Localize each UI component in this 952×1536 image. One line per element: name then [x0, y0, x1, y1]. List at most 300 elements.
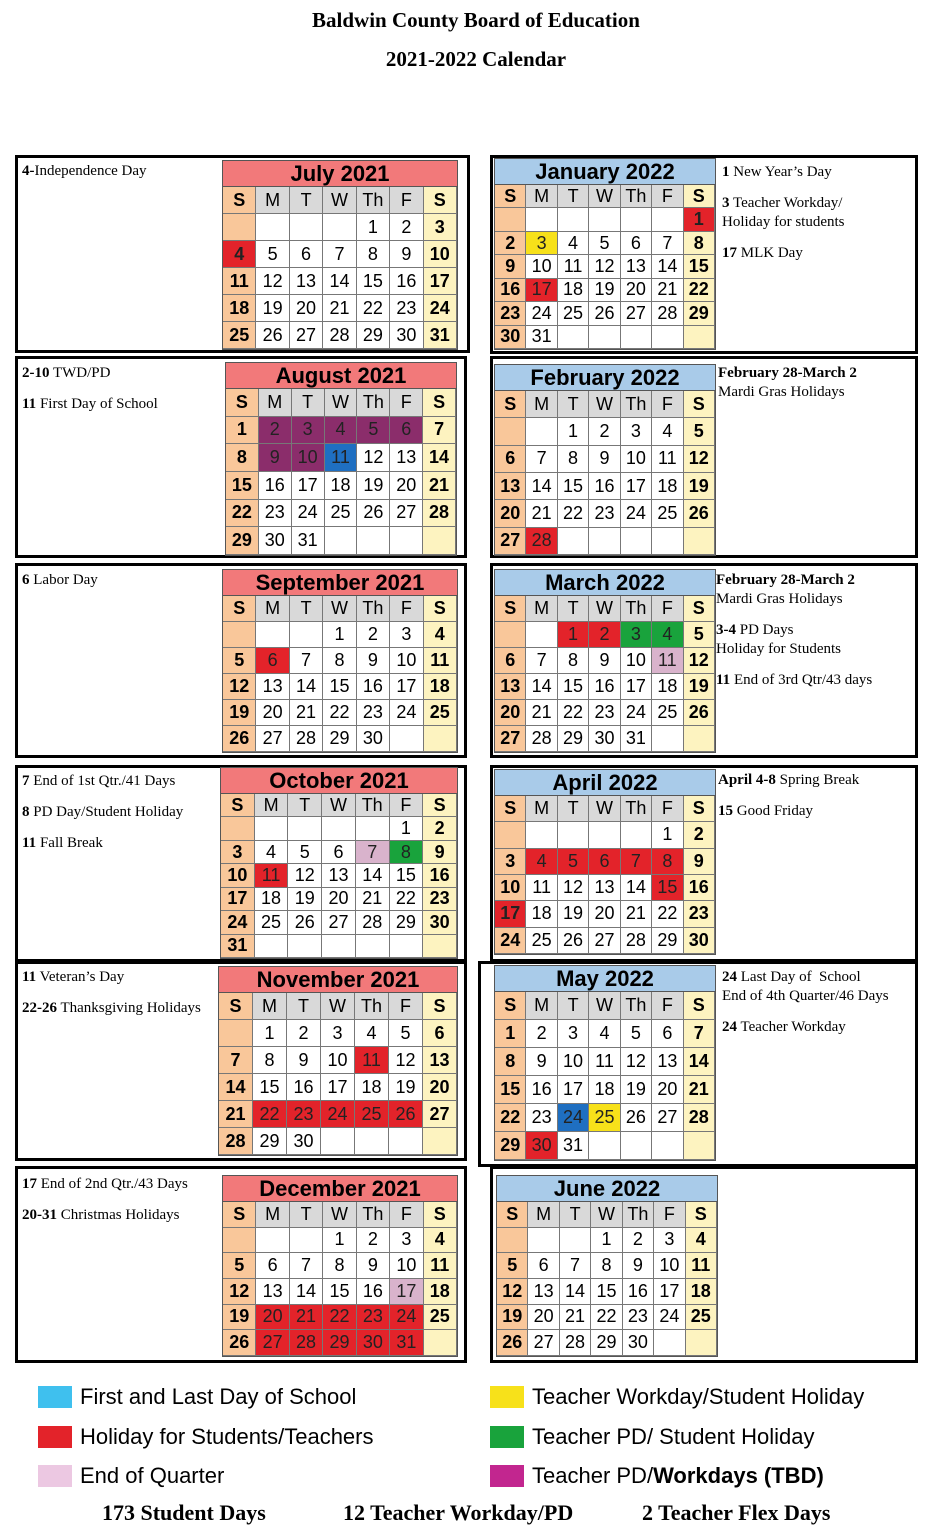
day-cell: 5	[497, 1253, 528, 1279]
empty-cell	[389, 1128, 423, 1155]
empty-cell	[424, 726, 457, 752]
day-cell: 15	[253, 1074, 287, 1101]
day-cell: 14	[423, 444, 456, 472]
day-cell: 20	[589, 901, 620, 927]
empty-cell	[686, 1330, 717, 1356]
day-cell: 13	[256, 674, 289, 700]
day-cell: 11	[652, 648, 683, 674]
weekday-header: S	[495, 185, 526, 208]
day-cell: 10	[292, 444, 325, 472]
day-cell: 14	[560, 1279, 591, 1305]
day-cell: 29	[357, 322, 390, 349]
weekday-header: F	[390, 1202, 423, 1228]
day-cell: 26	[223, 1330, 256, 1356]
month-calendar	[494, 364, 716, 556]
day-cell: 14	[526, 674, 557, 700]
note-text: End of 1st Qtr./41 Days	[29, 773, 176, 789]
day-cell: 3	[526, 232, 557, 255]
weekday-header: T	[290, 187, 323, 214]
note-line	[22, 1206, 216, 1225]
note-line	[722, 163, 912, 182]
empty-cell	[256, 1228, 289, 1254]
day-cell: 27	[322, 911, 356, 934]
month-notes	[22, 1175, 216, 1237]
day-cell: 15	[558, 473, 589, 500]
day-cell: 10	[621, 648, 652, 674]
day-cell: 30	[623, 1330, 654, 1356]
day-cell: 23	[589, 700, 620, 726]
day-cell: 19	[223, 700, 256, 726]
day-cell: 10	[321, 1047, 355, 1074]
weekday-header: W	[589, 796, 620, 822]
day-cell: 9	[259, 444, 292, 472]
note-line	[22, 395, 219, 414]
month-name: October 2021	[221, 768, 457, 794]
month-name: September 2021	[223, 570, 457, 596]
weekday-header: S	[221, 794, 255, 817]
empty-cell	[390, 527, 423, 555]
note-line	[722, 194, 912, 232]
day-cell: 1	[684, 208, 715, 231]
day-cell: 29	[253, 1128, 287, 1155]
day-cell: 10	[526, 255, 557, 278]
day-cell: 25	[558, 302, 589, 325]
empty-cell	[357, 527, 390, 555]
empty-cell	[558, 528, 589, 555]
weekday-header: S	[226, 389, 259, 417]
day-cell: 23	[423, 888, 457, 911]
day-cell: 4	[355, 1020, 389, 1047]
weekday-header: W	[323, 1202, 356, 1228]
empty-cell	[652, 528, 683, 555]
student-days-total: 173 Student Days	[102, 1500, 266, 1525]
weekday-header: S	[423, 389, 456, 417]
day-cell: 4	[558, 232, 589, 255]
note-text: Independence Day	[34, 163, 147, 179]
day-cell: 19	[389, 1074, 423, 1101]
weekday-header: S	[219, 993, 253, 1020]
day-grid	[495, 185, 715, 349]
month-name: July 2021	[223, 161, 457, 187]
day-cell: 29	[495, 1132, 526, 1160]
day-cell: 30	[357, 1330, 390, 1356]
day-cell: 3	[390, 1228, 423, 1254]
day-cell: 28	[356, 911, 390, 934]
day-cell: 1	[226, 417, 259, 445]
day-cell: 31	[526, 326, 557, 349]
empty-cell	[288, 817, 322, 840]
day-cell: 22	[323, 700, 356, 726]
day-cell: 7	[290, 648, 323, 674]
note-text: Fall Break	[36, 835, 103, 851]
day-cell: 10	[495, 875, 526, 901]
empty-cell	[621, 208, 652, 231]
day-cell: 10	[424, 241, 457, 268]
empty-cell	[621, 1132, 652, 1160]
month-name: March 2022	[495, 570, 715, 596]
day-cell: 25	[424, 700, 457, 726]
month-notes	[718, 771, 912, 833]
day-cell: 30	[390, 322, 423, 349]
empty-cell	[652, 326, 683, 349]
day-cell: 20	[390, 472, 423, 500]
empty-cell	[223, 622, 256, 648]
weekday-header: M	[526, 185, 557, 208]
note-date: 8	[22, 804, 30, 820]
day-cell: 8	[684, 232, 715, 255]
weekday-header: Th	[621, 992, 652, 1020]
day-cell: 6	[256, 648, 289, 674]
day-cell: 11	[558, 255, 589, 278]
weekday-header: W	[589, 596, 620, 622]
day-cell: 5	[589, 232, 620, 255]
day-cell: 27	[528, 1330, 559, 1356]
empty-cell	[621, 528, 652, 555]
day-cell: 24	[558, 1104, 589, 1132]
month-notes	[716, 571, 912, 702]
month-notes	[22, 772, 214, 865]
day-cell: 23	[390, 295, 423, 322]
day-cell: 20	[528, 1305, 559, 1331]
weekday-header: S	[684, 185, 715, 208]
note-line	[716, 671, 912, 690]
weekday-header: S	[423, 993, 457, 1020]
day-cell: 8	[558, 446, 589, 473]
weekday-header: Th	[621, 185, 652, 208]
day-cell: 9	[495, 255, 526, 278]
weekday-header: W	[321, 993, 355, 1020]
day-cell: 6	[589, 849, 620, 875]
day-cell: 5	[223, 1253, 256, 1279]
day-cell: 25	[686, 1305, 717, 1331]
day-cell: 5	[621, 1020, 652, 1048]
day-cell: 12	[684, 648, 715, 674]
day-cell: 7	[560, 1253, 591, 1279]
day-cell: 21	[560, 1305, 591, 1331]
weekday-header: S	[223, 1202, 256, 1228]
day-cell: 17	[654, 1279, 685, 1305]
day-cell: 24	[526, 302, 557, 325]
day-cell: 13	[322, 864, 356, 887]
day-cell: 12	[589, 255, 620, 278]
day-cell: 26	[684, 700, 715, 726]
empty-cell	[290, 622, 323, 648]
day-cell: 12	[357, 444, 390, 472]
month-calendar	[222, 160, 458, 350]
weekday-header: S	[684, 796, 715, 822]
empty-cell	[356, 935, 390, 958]
note-line	[22, 571, 216, 590]
day-cell: 24	[221, 911, 255, 934]
day-cell: 4	[526, 849, 557, 875]
month-notes	[722, 968, 912, 1049]
day-cell: 28	[323, 322, 356, 349]
weekday-header: M	[256, 596, 289, 622]
month-notes	[22, 364, 219, 426]
month-calendar	[494, 158, 716, 350]
note-text: First Day of School	[36, 396, 158, 412]
page-title: Baldwin County Board of Education	[312, 8, 640, 32]
day-cell: 4	[255, 841, 289, 864]
day-cell: 28	[526, 528, 557, 555]
day-cell: 28	[526, 726, 557, 752]
day-cell: 15	[323, 674, 356, 700]
weekday-header: M	[528, 1202, 559, 1228]
note-text: Mardi Gras Holidays	[718, 384, 845, 400]
empty-cell	[321, 1128, 355, 1155]
note-line	[722, 968, 912, 1006]
note-date: 11	[22, 396, 37, 412]
weekday-header: Th	[623, 1202, 654, 1228]
day-cell: 17	[495, 901, 526, 927]
day-cell: 3	[558, 1020, 589, 1048]
note-line	[718, 802, 912, 821]
day-cell: 3	[621, 622, 652, 648]
day-cell: 30	[495, 326, 526, 349]
weekday-header: Th	[621, 796, 652, 822]
day-cell: 7	[526, 446, 557, 473]
day-grid	[221, 794, 457, 958]
day-cell: 8	[323, 1253, 356, 1279]
day-cell: 12	[684, 446, 715, 473]
empty-cell	[323, 214, 356, 241]
day-cell: 26	[256, 322, 289, 349]
month-calendar	[494, 769, 716, 955]
empty-cell	[526, 822, 557, 848]
day-cell: 18	[526, 901, 557, 927]
day-grid	[495, 796, 715, 954]
day-cell: 8	[591, 1253, 622, 1279]
month-calendar	[494, 569, 716, 753]
weekday-header: F	[652, 391, 683, 418]
day-cell: 1	[495, 1020, 526, 1048]
day-cell: 16	[390, 268, 423, 295]
day-cell: 18	[686, 1279, 717, 1305]
day-cell: 22	[591, 1305, 622, 1331]
note-date: 11	[716, 672, 731, 688]
day-cell: 4	[652, 622, 683, 648]
day-cell: 18	[255, 888, 289, 911]
day-cell: 8	[558, 648, 589, 674]
day-cell: 16	[287, 1074, 321, 1101]
day-cell: 2	[526, 1020, 557, 1048]
empty-cell	[325, 527, 358, 555]
day-cell: 23	[526, 1104, 557, 1132]
day-cell: 3	[221, 841, 255, 864]
empty-cell	[497, 1228, 528, 1254]
note-text: End of 2nd Qtr./43 Days	[37, 1176, 188, 1192]
day-cell: 14	[356, 864, 390, 887]
day-cell: 17	[390, 1279, 423, 1305]
day-cell: 4	[325, 417, 358, 445]
day-grid	[495, 992, 715, 1160]
empty-cell	[654, 1330, 685, 1356]
day-cell: 25	[589, 1104, 620, 1132]
day-cell: 16	[357, 674, 390, 700]
note-line	[22, 772, 214, 791]
weekday-header: Th	[357, 389, 390, 417]
weekday-header: M	[526, 796, 557, 822]
day-cell: 18	[355, 1074, 389, 1101]
empty-cell	[560, 1228, 591, 1254]
note-text: Spring Break	[775, 772, 860, 788]
day-cell: 28	[290, 726, 323, 752]
note-line	[22, 1175, 216, 1194]
day-cell: 6	[322, 841, 356, 864]
legend-item-pd-workdays: Teacher PD/ Workdays (TBD)	[490, 1463, 824, 1489]
day-cell: 16	[259, 472, 292, 500]
legend-swatch	[38, 1465, 72, 1487]
month-calendar	[225, 362, 457, 556]
weekday-header: F	[652, 796, 683, 822]
empty-cell	[621, 822, 652, 848]
day-cell: 15	[591, 1279, 622, 1305]
day-cell: 25	[325, 500, 358, 528]
day-cell: 31	[621, 726, 652, 752]
day-cell: 29	[652, 928, 683, 954]
day-cell: 6	[495, 446, 526, 473]
month-notes	[22, 968, 212, 1030]
day-cell: 15	[558, 674, 589, 700]
empty-cell	[652, 208, 683, 231]
day-cell: 14	[652, 255, 683, 278]
legend-swatch	[490, 1426, 524, 1448]
empty-cell	[589, 528, 620, 555]
day-cell: 14	[684, 1048, 715, 1076]
day-cell: 23	[357, 700, 390, 726]
legend-item-first-last-day: First and Last Day of School	[38, 1384, 356, 1410]
weekday-header: M	[259, 389, 292, 417]
weekday-header: S	[497, 1202, 528, 1228]
day-cell: 3	[621, 418, 652, 445]
empty-cell	[589, 1132, 620, 1160]
day-cell: 8	[357, 241, 390, 268]
empty-cell	[495, 208, 526, 231]
day-cell: 16	[495, 279, 526, 302]
day-cell: 11	[355, 1047, 389, 1074]
day-cell: 21	[684, 1076, 715, 1104]
empty-cell	[558, 326, 589, 349]
day-cell: 9	[526, 1048, 557, 1076]
note-line	[722, 1018, 912, 1037]
day-cell: 2	[589, 622, 620, 648]
note-text: Teacher Workday	[737, 1019, 846, 1035]
legend-item-end-of-quarter: End of Quarter	[38, 1463, 224, 1489]
day-cell: 27	[290, 322, 323, 349]
day-cell: 26	[558, 928, 589, 954]
day-cell: 18	[424, 1279, 457, 1305]
day-cell: 18	[652, 674, 683, 700]
page-subtitle: 2021-2022 Calendar	[385, 47, 567, 71]
legend-item-holiday: Holiday for Students/Teachers	[38, 1424, 374, 1450]
day-cell: 30	[287, 1128, 321, 1155]
day-cell: 7	[423, 417, 456, 445]
month-calendar	[222, 1175, 458, 1357]
weekday-header: W	[591, 1202, 622, 1228]
day-cell: 10	[654, 1253, 685, 1279]
day-cell: 27	[621, 302, 652, 325]
month-calendar	[220, 767, 458, 959]
day-cell: 9	[423, 841, 457, 864]
note-date: 7	[22, 773, 30, 789]
note-date: 15	[718, 803, 733, 819]
day-cell: 23	[589, 500, 620, 527]
month-calendar	[496, 1175, 718, 1357]
month-calendar	[218, 966, 458, 1156]
day-cell: 11	[686, 1253, 717, 1279]
day-cell: 28	[652, 302, 683, 325]
day-cell: 9	[287, 1047, 321, 1074]
day-cell: 12	[497, 1279, 528, 1305]
weekday-header: S	[223, 187, 256, 214]
day-cell: 28	[219, 1128, 253, 1155]
weekday-header: W	[323, 596, 356, 622]
month-name: April 2022	[495, 770, 715, 796]
day-cell: 9	[357, 1253, 390, 1279]
weekday-header: T	[290, 596, 323, 622]
note-date: 22-26	[22, 1000, 57, 1016]
weekday-header: F	[390, 596, 423, 622]
day-cell: 17	[221, 888, 255, 911]
day-cell: 23	[287, 1101, 321, 1128]
day-cell: 10	[621, 446, 652, 473]
day-cell: 15	[323, 1279, 356, 1305]
day-cell: 11	[223, 268, 256, 295]
empty-cell	[356, 817, 390, 840]
empty-cell	[621, 326, 652, 349]
weekday-header: T	[558, 992, 589, 1020]
day-cell: 13	[528, 1279, 559, 1305]
note-date: 24	[722, 969, 737, 985]
day-cell: 27	[423, 1101, 457, 1128]
note-date: 6	[22, 572, 30, 588]
empty-cell	[589, 326, 620, 349]
day-cell: 7	[652, 232, 683, 255]
empty-cell	[390, 726, 423, 752]
day-cell: 7	[290, 1253, 323, 1279]
weekday-header: M	[253, 993, 287, 1020]
day-cell: 31	[390, 1330, 423, 1356]
empty-cell	[495, 418, 526, 445]
day-cell: 18	[223, 295, 256, 322]
note-text: PD Day/Student Holiday	[29, 804, 184, 820]
day-cell: 31	[292, 527, 325, 555]
empty-cell	[684, 1132, 715, 1160]
day-cell: 28	[290, 1330, 323, 1356]
empty-cell	[558, 822, 589, 848]
day-cell: 6	[390, 417, 423, 445]
note-date: 20-31	[22, 1207, 57, 1223]
day-cell: 3	[424, 214, 457, 241]
month-notes	[722, 163, 912, 275]
day-grid	[219, 993, 457, 1155]
empty-cell	[589, 208, 620, 231]
weekday-header: T	[287, 993, 321, 1020]
day-cell: 5	[389, 1020, 423, 1047]
day-cell: 21	[290, 1305, 323, 1331]
day-cell: 15	[495, 1076, 526, 1104]
month-calendar	[494, 965, 716, 1161]
day-cell: 2	[495, 232, 526, 255]
day-cell: 1	[652, 822, 683, 848]
day-cell: 16	[623, 1279, 654, 1305]
day-cell: 13	[652, 1048, 683, 1076]
weekday-header: S	[495, 596, 526, 622]
weekday-header: T	[560, 1202, 591, 1228]
day-cell: 29	[323, 1330, 356, 1356]
note-date: 17	[722, 245, 737, 261]
weekday-header: S	[684, 596, 715, 622]
